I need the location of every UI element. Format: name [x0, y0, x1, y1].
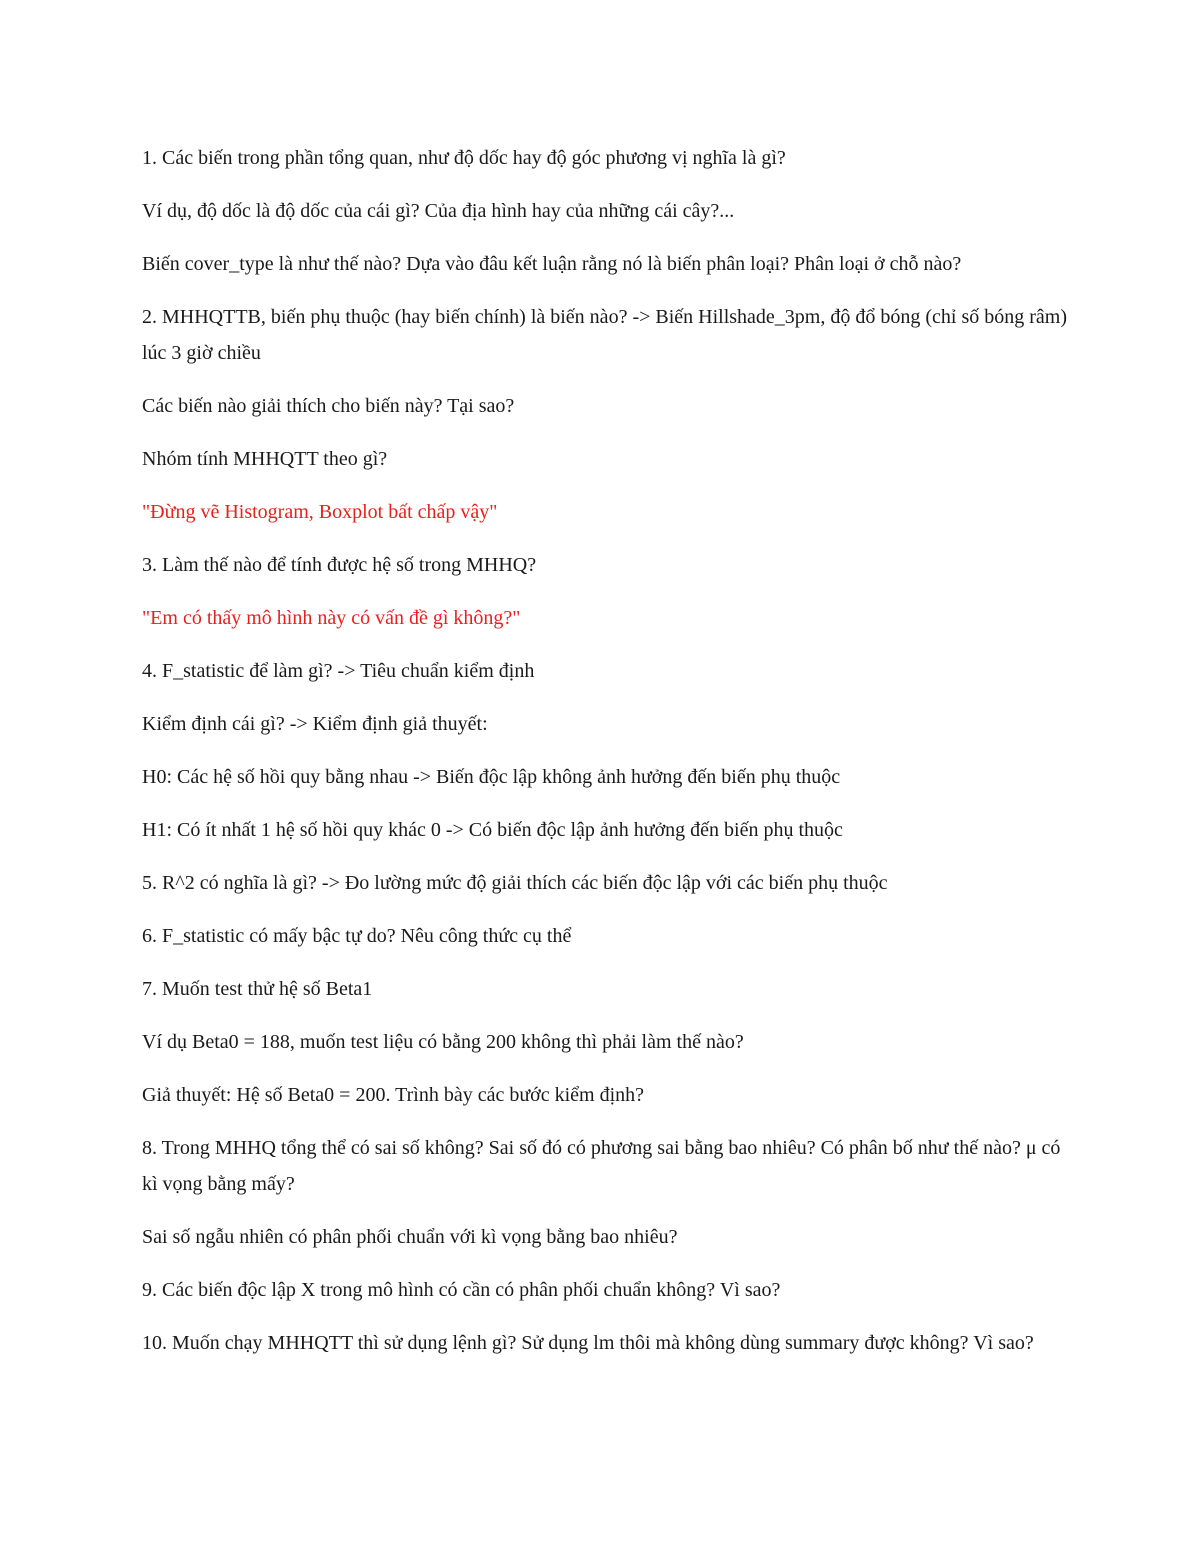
- paragraph-q4-hypothesis: Kiểm định cái gì? -> Kiểm định giả thuyết:: [142, 713, 488, 735]
- highlight-quote-model-problem: "Em có thấy mô hình này có vấn đề gì không?": [142, 607, 521, 629]
- paragraph-q8: 8. Trong MHHQ tổng thể có sai số không? Sai số đó có phương sai bằng bao nhiêu? Có phân bố như thế nào? μ có kì vọng bằng mấy?: [142, 1137, 1061, 1195]
- paragraph-q6: 6. F_statistic có mấy bậc tự do? Nêu công thức cụ thể: [142, 925, 572, 947]
- paragraph-h1: H1: Có ít nhất 1 hệ số hồi quy khác 0 -> Có biến độc lập ảnh hưởng đến biến phụ thuộc: [142, 819, 843, 841]
- paragraph-q2-group: Nhóm tính MHHQTT theo gì?: [142, 448, 388, 470]
- paragraph-h0: H0: Các hệ số hồi quy bằng nhau -> Biến độc lập không ảnh hưởng đến biến phụ thuộc: [142, 766, 841, 788]
- document-body: [142, 140, 1067, 1378]
- paragraph-q1-example: Ví dụ, độ dốc là độ dốc của cái gì? Của địa hình hay của những cái cây?...: [142, 200, 735, 222]
- paragraph-q7: 7. Muốn test thử hệ số Beta1: [142, 978, 373, 1000]
- paragraph-q7-hypothesis: Giả thuyết: Hệ số Beta0 = 200. Trình bày các bước kiểm định?: [142, 1084, 645, 1106]
- paragraph-q2: 2. MHHQTTB, biến phụ thuộc (hay biến chính) là biến nào? -> Biến Hillshade_3pm, độ đổ bóng (chỉ số bóng râm) lúc 3 giờ chiều: [142, 306, 1067, 364]
- paragraph-q10: 10. Muốn chạy MHHQTT thì sử dụng lệnh gì? Sử dụng lm thôi mà không dùng summary được không? Vì sao?: [142, 1332, 1034, 1354]
- paragraph-q8-error: Sai số ngẫu nhiên có phân phối chuẩn với kì vọng bằng bao nhiêu?: [142, 1226, 678, 1248]
- paragraph-q9: 9. Các biến độc lập X trong mô hình có cần có phân phối chuẩn không? Vì sao?: [142, 1279, 781, 1301]
- paragraph-q1-cover-type: Biến cover_type là như thế nào? Dựa vào đâu kết luận rằng nó là biến phân loại? Phân loại ở chỗ nào?: [142, 253, 962, 275]
- paragraph-q4: 4. F_statistic để làm gì? -> Tiêu chuẩn kiểm định: [142, 660, 535, 682]
- highlight-quote-histogram: "Đừng vẽ Histogram, Boxplot bất chấp vậy": [142, 501, 498, 523]
- paragraph-q1: 1. Các biến trong phần tổng quan, như độ dốc hay độ góc phương vị nghĩa là gì?: [142, 147, 786, 169]
- paragraph-q5: 5. R^2 có nghĩa là gì? -> Đo lường mức độ giải thích các biến độc lập với các biến phụ thuộc: [142, 872, 888, 894]
- paragraph-q3: 3. Làm thế nào để tính được hệ số trong MHHQ?: [142, 554, 537, 576]
- paragraph-q7-example: Ví dụ Beta0 = 188, muốn test liệu có bằng 200 không thì phải làm thế nào?: [142, 1031, 744, 1053]
- paragraph-q2-explain: Các biến nào giải thích cho biến này? Tại sao?: [142, 395, 515, 417]
